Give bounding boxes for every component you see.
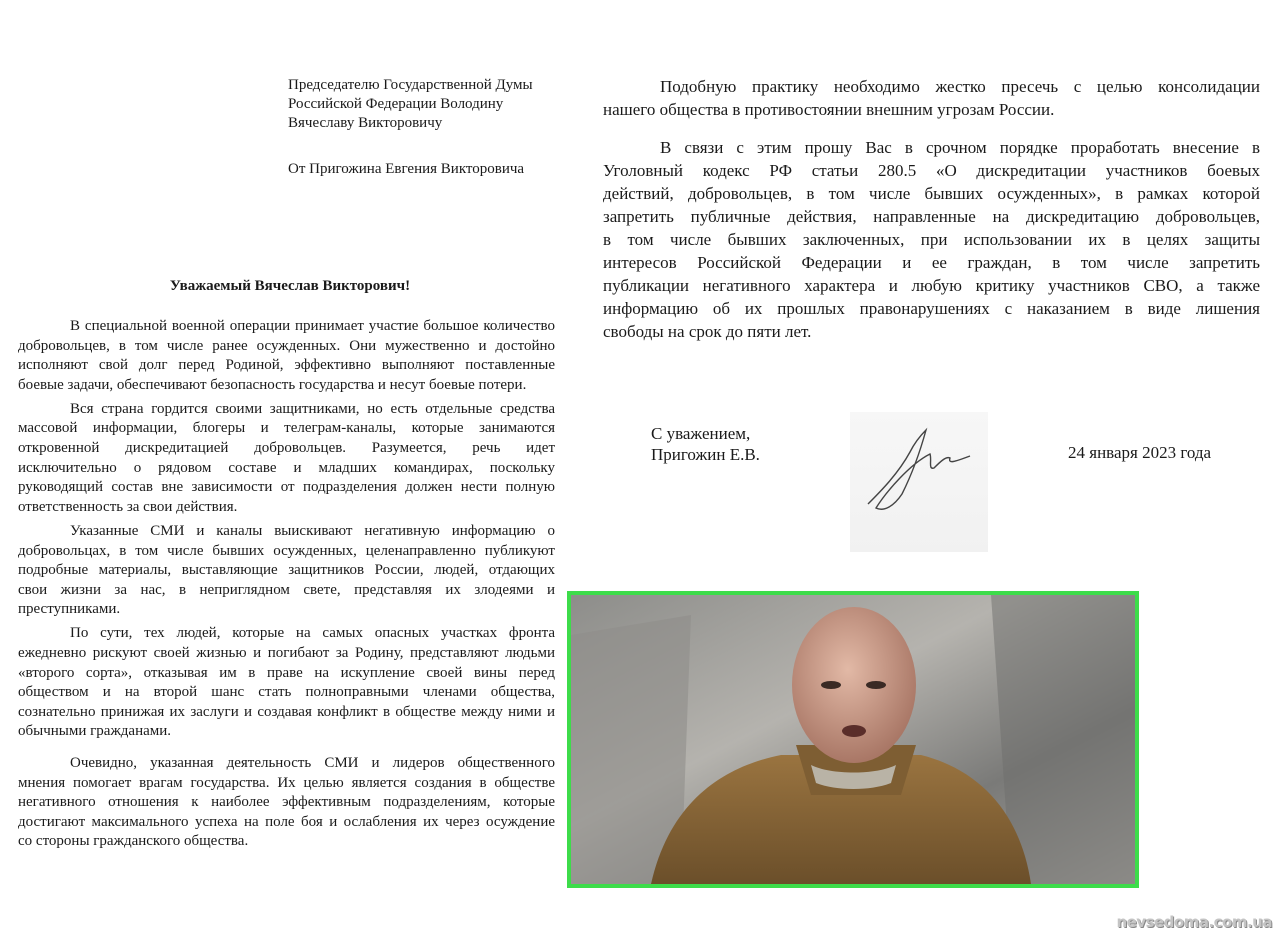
text-line: ежедневно рискуют своей жизнью и погибают за Родину, представляют людьми <box>18 645 555 661</box>
text-line: обществом и на второй шанс стать полноправными членами общества, <box>18 684 555 701</box>
watermark: nevsedoma.com.ua <box>1116 913 1272 931</box>
paragraph <box>603 136 1260 343</box>
text-line: со стороны гражданского общества. <box>18 833 249 850</box>
text-line: запретить публичные действия, направленные на дискредитацию добровольцев, <box>603 207 1260 226</box>
portrait-photo <box>567 591 1139 888</box>
text-line: По сути, тех людей, которые на самых опасных участках фронта <box>70 625 555 642</box>
sender-line: От Пригожина Евгения Викторовича <box>288 161 525 177</box>
text-line: добровольцах, в том числе бывших осужденных, целенаправленно публикуют <box>18 542 555 559</box>
text-line: нашего общества в противостоянии внешним угрозам России. <box>603 100 1055 119</box>
text-line: исполняют свой долг перед Родиной, эффективно выполняют поставленные <box>18 357 555 374</box>
paragraph <box>18 522 555 620</box>
addressee-block <box>288 76 533 133</box>
signature-image <box>850 412 988 552</box>
text-line: свои жизни за нас, в неприглядном свете, представляя их злодеями и <box>18 581 555 598</box>
text-line: Очевидно, указанная деятельность СМИ и лидеров общественного <box>70 754 555 771</box>
text-line: Уголовный кодекс РФ статьи 280.5 «О дискредитации участников боевых <box>603 161 1260 180</box>
text-line: добровольцев, в том числе ранее осужденных. Они мужественно и достойно <box>18 337 555 354</box>
closing-name: Пригожин Е.В. <box>651 445 760 464</box>
text-line: негативного отношения к наиболее эффективным подразделениям, которые <box>18 794 555 811</box>
left-column-body <box>18 317 555 856</box>
text-line: преступниками. <box>18 601 121 618</box>
text-line: ответственность за свои действия. <box>18 498 238 515</box>
salutation: Уважаемый Вячеслав Викторович! <box>169 278 411 294</box>
text-line: действий, добровольцев, в том числе бывших осужденных», в рамках которой <box>603 184 1260 203</box>
text-line: В специальной военной операции принимает участие большое количество <box>70 318 555 334</box>
paragraph <box>18 400 555 518</box>
paragraph <box>603 75 1260 121</box>
text-line: информацию об их прошлых правонарушениях с наказанием в виде лишения <box>603 299 1260 318</box>
text-line: достигают максимального успеха на поле боя и ослабления их через осуждение <box>18 813 555 830</box>
text-line: Вся страна гордится своими защитниками, но есть отдельные средства <box>70 400 555 417</box>
closing-block <box>651 423 760 465</box>
text-line: обычными гражданами. <box>18 723 172 740</box>
addressee-line: Вячеславу Викторовичу <box>288 115 443 131</box>
text-line: «второго сорта», отказывая им в праве на искупление своей вины перед <box>18 664 555 681</box>
text-line: боевые задачи, обеспечивают безопасность государства и несут боевые потери. <box>18 376 527 393</box>
text-line: массовой информации, блогеры и телеграм-каналы, которые занимаются <box>18 420 555 437</box>
text-line: свободы на срок до пяти лет. <box>603 322 812 341</box>
text-line: В связи с этим прошу Вас в срочном порядке проработать внесение в <box>660 138 1260 157</box>
text-line: интересов Российской Федерации и ее граждан, в том числе запретить <box>603 253 1260 272</box>
text-line: Указанные СМИ и каналы выискивают негативную информацию о <box>70 522 555 539</box>
paragraph <box>18 317 555 395</box>
addressee-line: Российской Федерации Володину <box>288 96 504 112</box>
text-line: сознательно принижая их заслуги и создавая конфликт в обществе между ними и <box>18 703 555 720</box>
text-line: откровенной дискредитацией добровольцев. Разумеется, речь идет <box>18 440 555 457</box>
addressee-line: Председателю Государственной Думы <box>288 77 533 93</box>
text-line: Подобную практику необходимо жестко пресечь с целью консолидации <box>660 77 1260 96</box>
paragraph <box>18 754 555 852</box>
paragraph <box>18 624 555 742</box>
right-column-body <box>603 75 1260 358</box>
text-line: исключительно о рядовом составе и младших командирах, поскольку <box>18 459 555 476</box>
text-line: в том числе бывших заключенных, при использовании их в целях защиты <box>603 230 1260 249</box>
letter-date: 24 января 2023 года <box>1068 443 1212 462</box>
text-line: подробные материалы, выставляющие защитников России, людей, отдающих <box>18 562 555 579</box>
text-line: мнения помогает врагам государства. Их целью является создания в обществе <box>18 774 555 791</box>
closing-regards: С уважением, <box>651 424 751 443</box>
text-line: публикации негативного характера и любую критику участников СВО, а также <box>603 276 1260 295</box>
text-line: руководящий состав вне зависимости от подразделения должен нести полную <box>18 479 555 496</box>
